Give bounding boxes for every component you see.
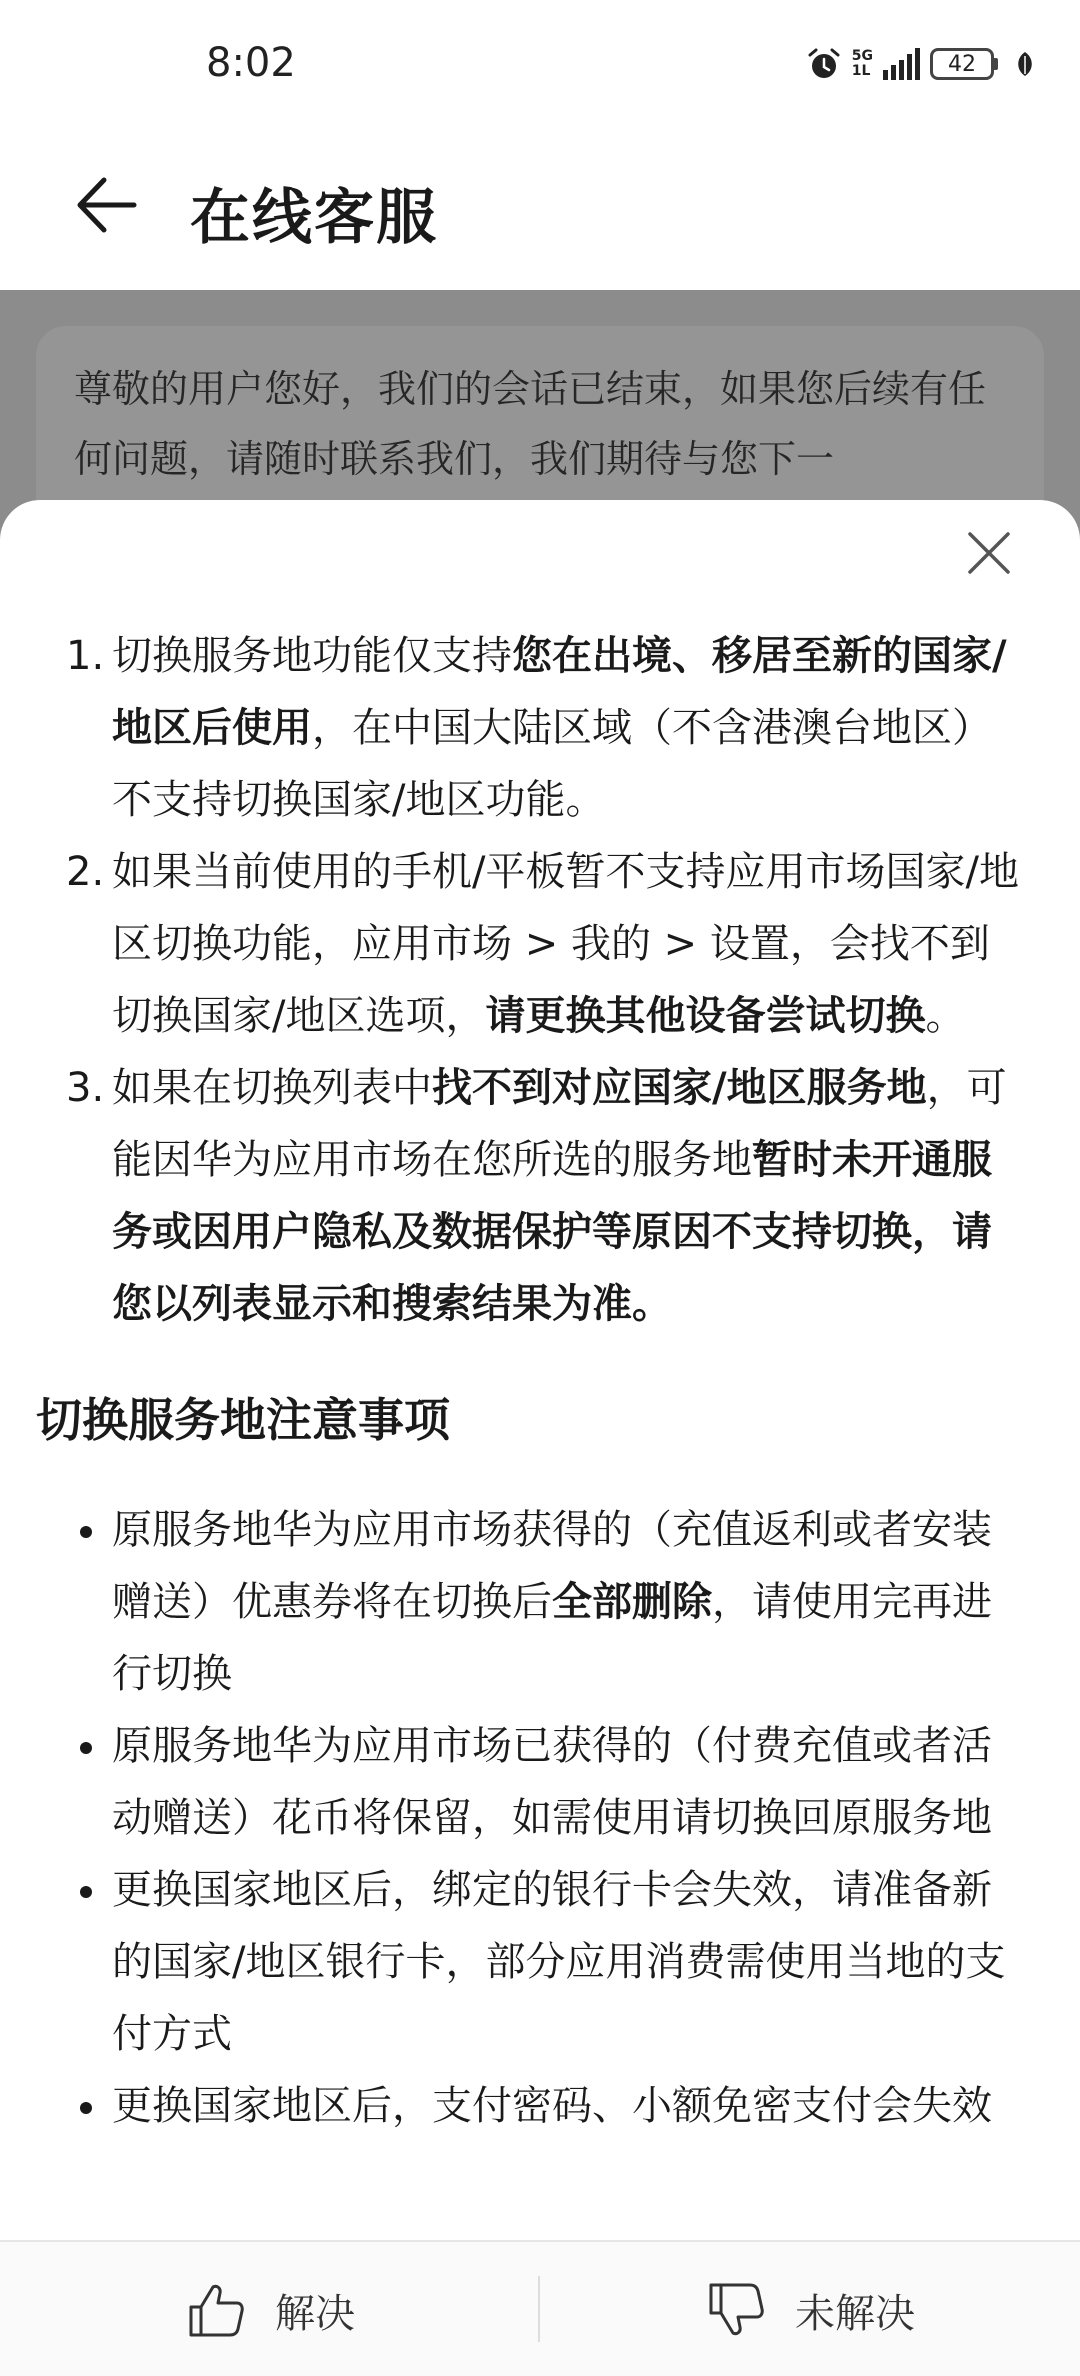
feedback-bar <box>0 2240 1080 2376</box>
bullet-item <box>0 1494 1080 1710</box>
bullet-list <box>0 1494 1080 2142</box>
bold-text: 找不到对应国家/地区服务地 <box>432 1065 927 1111</box>
network-type <box>852 49 873 79</box>
item-text: 更换国家地区后，支付密码、小额免密支付会失效 <box>112 2083 992 2129</box>
resolved-label: 解决 <box>275 2290 355 2337</box>
bold-text: 请更换其他设备尝试切换 <box>485 993 926 1039</box>
bold-text: 全部删除 <box>552 1579 712 1625</box>
bullet-dot <box>80 1886 92 1898</box>
status-bar <box>0 0 1080 140</box>
bullet-item <box>0 1854 1080 2070</box>
battery-icon <box>930 48 998 80</box>
bold-text: 您在出境、移居至新的国家/地区后使用 <box>112 633 1007 751</box>
page-title: 在线客服 <box>190 183 438 253</box>
thumbs-up-icon <box>185 2279 247 2341</box>
network-type-top: 5G <box>851 48 873 64</box>
bullet-item <box>0 1710 1080 1854</box>
bold-text: 暂时未开通服务或因用户隐私及数据保护等原因不支持切换，请您以列表显示和搜索结果为准。 <box>112 1137 992 1327</box>
item-text: ，请使用完再进行切换 <box>112 1579 992 1697</box>
item-text: 如果在切换列表中 <box>112 1065 432 1111</box>
numbered-item <box>0 620 1080 836</box>
bullet-dot <box>80 1742 92 1754</box>
unresolved-button[interactable] <box>540 2242 1080 2376</box>
header <box>0 140 1080 290</box>
back-arrow-icon[interactable] <box>72 170 142 240</box>
sheet-content <box>0 620 1080 2142</box>
item-text: ，在中国大陆区域（不含港澳台地区）不支持切换国家/地区功能。 <box>112 705 992 823</box>
item-text: 如果当前使用的手机/平板暂不支持应用市场国家/地区切换功能，应用市场 > 我的 > 设置，会找不到切换国家/地区选项， <box>112 849 1019 1039</box>
status-time: 8:02 <box>206 40 296 86</box>
numbered-item <box>0 836 1080 1052</box>
item-text: 更换国家地区后，绑定的银行卡会失效，请准备新的国家/地区银行卡，部分应用消费需使用当地的支付方式 <box>112 1867 1006 2057</box>
bullet-dot <box>80 2102 92 2114</box>
list-marker: 3. <box>66 1065 105 1111</box>
signal-icon <box>883 48 920 80</box>
numbered-item <box>0 1052 1080 1340</box>
numbered-list <box>0 620 1080 1340</box>
close-icon[interactable] <box>966 530 1012 576</box>
info-sheet <box>0 500 1080 2240</box>
list-marker: 2. <box>66 849 105 895</box>
section-title: 切换服务地注意事项 <box>36 1393 450 1447</box>
chat-message: 尊敬的用户您好，我们的会话已结束，如果您后续有任何问题，请随时联系我们，我们期待与您下一 <box>74 367 987 481</box>
leaf-icon <box>1014 50 1036 78</box>
item-text: 。 <box>925 993 966 1039</box>
network-type-bottom: 1L <box>851 63 871 79</box>
resolved-button[interactable] <box>0 2242 540 2376</box>
list-marker: 1. <box>66 633 105 679</box>
item-text: ，可能因华为应用市场在您所选的服务地 <box>112 1065 1007 1183</box>
item-text: 原服务地华为应用市场获得的（充值返利或者安装赠送）优惠券将在切换后 <box>112 1507 992 1625</box>
item-text: 切换服务地功能仅支持 <box>112 633 512 679</box>
alarm-icon <box>806 46 842 82</box>
bullet-dot <box>80 1526 92 1538</box>
unresolved-label: 未解决 <box>795 2290 915 2337</box>
thumbs-down-icon <box>705 2279 767 2341</box>
item-text: 原服务地华为应用市场已获得的（付费充值或者活动赠送）花币将保留，如需使用请切换回原服务地 <box>112 1723 992 1841</box>
status-icons <box>806 46 1036 82</box>
bullet-item <box>0 2070 1080 2142</box>
battery-level: 42 <box>948 51 976 77</box>
